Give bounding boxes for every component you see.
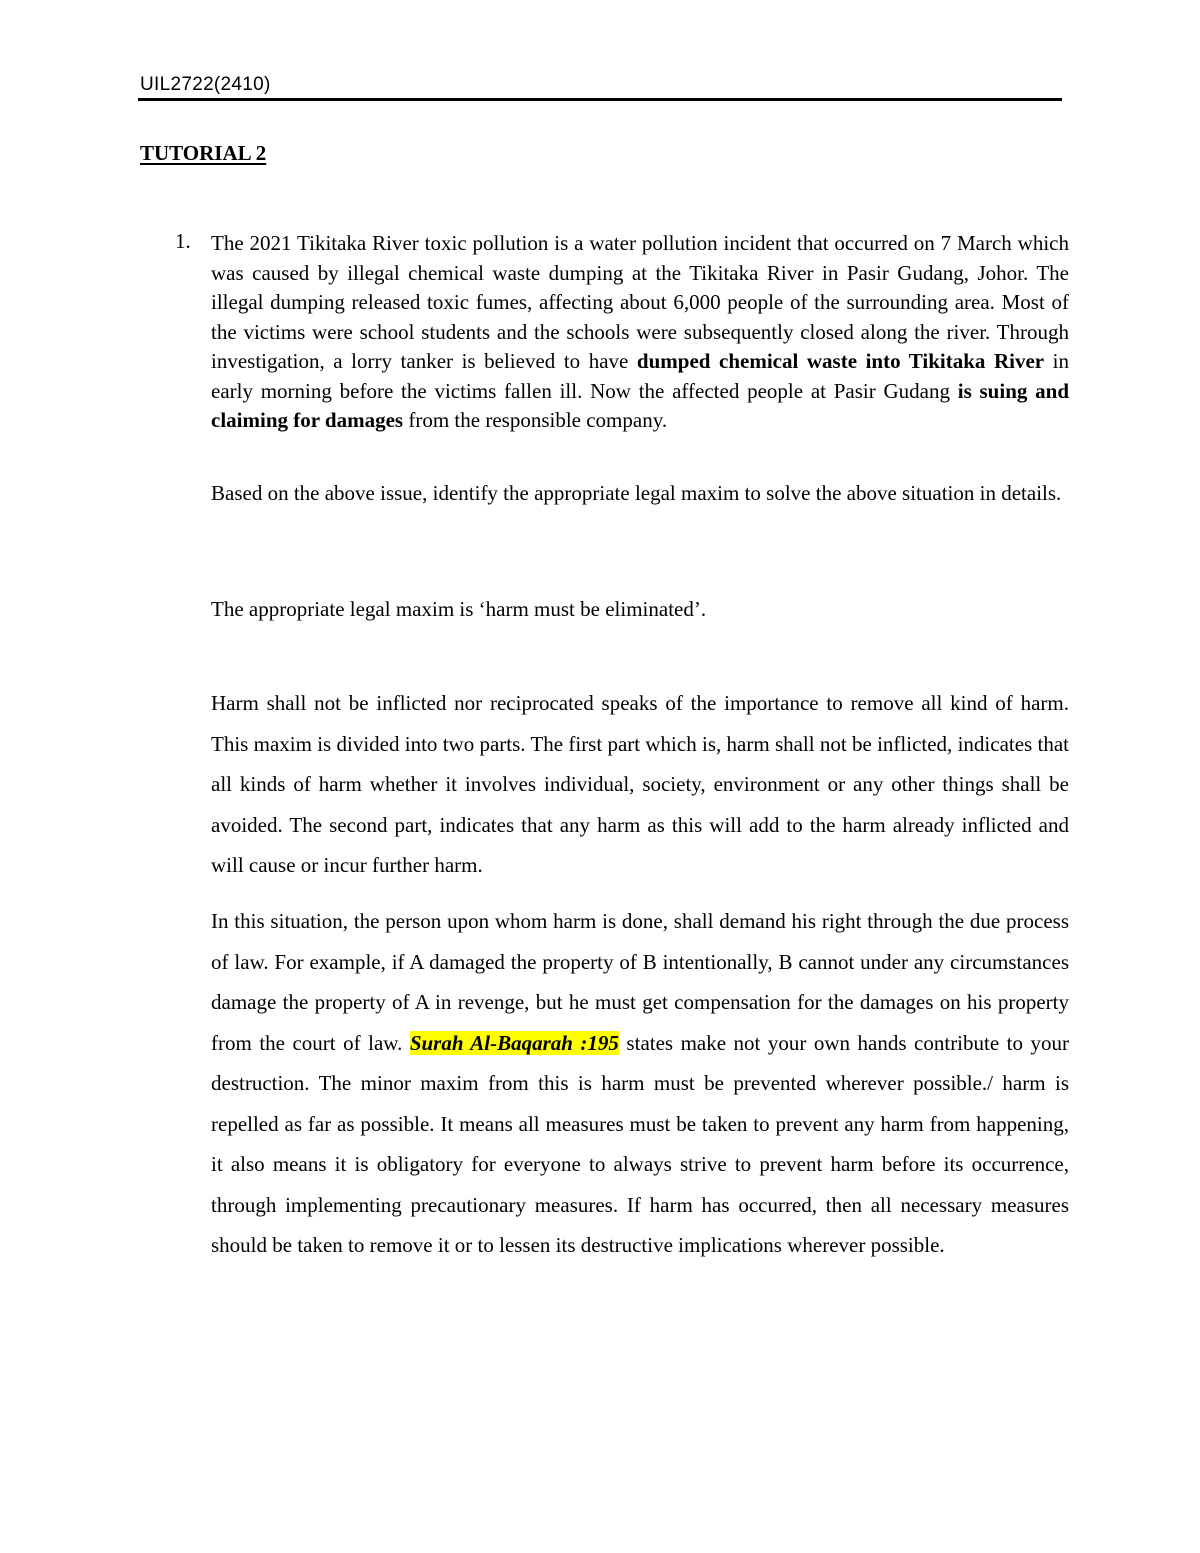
question-text-part-2: in early morning before the victims fallen ill. Now the affected people at Pasir Gudang	[211, 349, 1069, 403]
header-divider	[138, 98, 1062, 101]
explanation-2-part-a: In this situation, the person upon whom harm is done, shall demand his right through the due process of law. For example, if A damaged the property of B intentionally, B cannot under any circumstances damage the property of A in revenge, but he must get compensation for the damages on his property from the court of law.	[211, 909, 1069, 1055]
answer-statement: The appropriate legal maxim is ‘harm must be eliminated’.	[211, 597, 707, 621]
page-title: TUTORIAL 2	[140, 141, 267, 165]
explanation-2-part-b: states make not your own hands contribute to your destruction. The minor maxim from this is harm must be prevented wherever possible./ harm is repelled as far as possible. It means all measures must be taken to prevent any harm from happening, it also means it is obligatory for everyone to always strive to prevent harm before its occurrence, through implementing precautionary measures. If harm has occurred, then all necessary measures should be taken to remove it or to lessen its destructive implications wherever possible.	[211, 1030, 1069, 1257]
question-text	[211, 229, 1069, 436]
question-text-part-1: The 2021 Tikitaka River toxic pollution is a water pollution incident that occurred on 7 March which was caused by illegal chemical waste dumping at the Tikitaka River in Pasir Gudang, Johor. The illegal dumping released toxic fumes, affecting about 6,000 people of the surrounding area. Most of the victims were school students and the schools were subsequently closed along the river. Through investigation, a lorry tanker is believed to have	[211, 231, 1069, 373]
course-code: UIL2722(2410)	[140, 74, 271, 95]
question-task: Based on the above issue, identify the appropriate legal maxim to solve the above situation in details.	[211, 481, 1062, 505]
surah-reference-highlight: Surah Al-Baqarah :195	[409, 1030, 619, 1055]
answer-explanation-1: Harm shall not be inflicted nor reciprocated speaks of the importance to remove all kind of harm. This maxim is divided into two parts. The first part which is, harm shall not be inflicted, indicates that all kinds of harm whether it involves individual, society, environment or any other things shall be avoided. The second part, indicates that any harm as this will add to the harm already inflicted and will cause or incur further harm.	[211, 691, 1069, 877]
question-bold-suing: is suing and claiming for damages	[211, 378, 1069, 432]
question-text-part-3: from the responsible company.	[403, 408, 668, 432]
question-bold-dumped: dumped chemical waste into Tikitaka River	[636, 349, 1045, 373]
question-number: 1.	[175, 229, 191, 253]
answer-explanation-2	[211, 901, 1069, 1266]
